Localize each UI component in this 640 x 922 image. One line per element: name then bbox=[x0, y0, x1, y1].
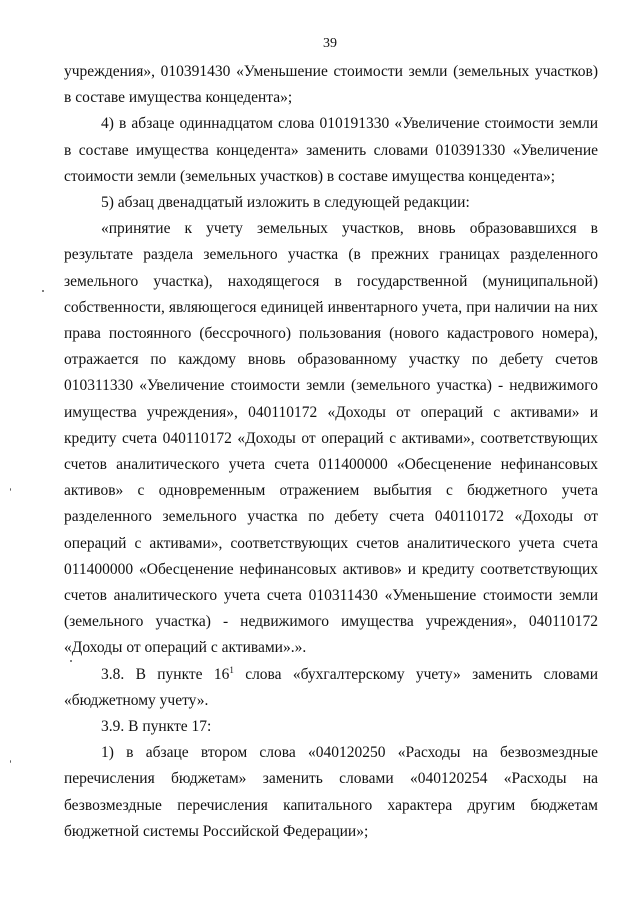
paragraph-item-1: 1) в абзаце втором слова «040120250 «Расходы на безвозмездные перечисления бюджетам» заменить словами «040120254 «Расходы на безвозмездные перечисления капитального характера другим бюджетам бюджетной системы Российской Федерации»; bbox=[64, 744, 598, 840]
paragraph-quoted-text: «принятие к учету земельных участков, вновь образовавшихся в результате раздела земельного участка (в прежних границах разделенного земельного участка), находящегося в государственной (муниципальной) собственности, являющегося единицей инвентарного учета, при наличии на них права постоянного (бессрочного) пользования (нового кадастрового номера), отражается по каждому вновь образованному участку по дебету счетов 010311330 «Увеличение стоимости земли (земельного участка) - недвижимого имущества учреждения», 040110172 «Доходы от операций с активами» и кредиту счета 040110172 «Доходы от операций с активами», соответствующих счетов аналитического учета счета 011400000 «Обесценение нефинансовых активов» с одновременным отражением выбытия с бюджетного учета разделенного земельного участка по дебету счета 040110172 «Доходы от операций с активами», соответствующих счетов аналитического учета счета 011400000 «Обесценение нефинансовых активов» и кредиту соответствующих счетов аналитического учета счета 010311430 «Уменьшение стоимости земли (земельного участка) - недвижимого имущества учреждения», 040110172 «Доходы от операций с активами».». bbox=[64, 220, 598, 657]
scan-speck bbox=[70, 660, 72, 662]
paragraph-section-3-9: 3.9. В пункте 17: bbox=[101, 718, 212, 736]
page-number: 39 bbox=[323, 36, 337, 51]
paragraph-item-5: 5) абзац двенадцатый изложить в следующей редакции: bbox=[101, 194, 470, 212]
scan-speck bbox=[42, 290, 44, 292]
paragraph-item-4: 4) в абзаце одиннадцатом слова 010191330 «Увеличение стоимости земли в составе имущества концедента» заменить словами 010391330 «Увеличение стоимости земли (земельных участков) в составе имущества концедента»; bbox=[64, 115, 598, 185]
document-body bbox=[64, 59, 598, 845]
scan-speck bbox=[10, 488, 11, 491]
paragraph-section-3-8 bbox=[64, 662, 598, 714]
section-3-8-text-end: слова «бухгалтерскому учету» заменить словами «бюджетному учету». bbox=[64, 665, 598, 709]
scan-speck bbox=[10, 760, 11, 763]
superscript-1: 1 bbox=[229, 664, 234, 675]
paragraph-continuation: учреждения», 010391430 «Уменьшение стоимости земли (земельных участков) в составе имущества концедента»; bbox=[64, 63, 598, 107]
section-3-8-text-start: 3.8. В пункте 16 bbox=[101, 665, 230, 683]
